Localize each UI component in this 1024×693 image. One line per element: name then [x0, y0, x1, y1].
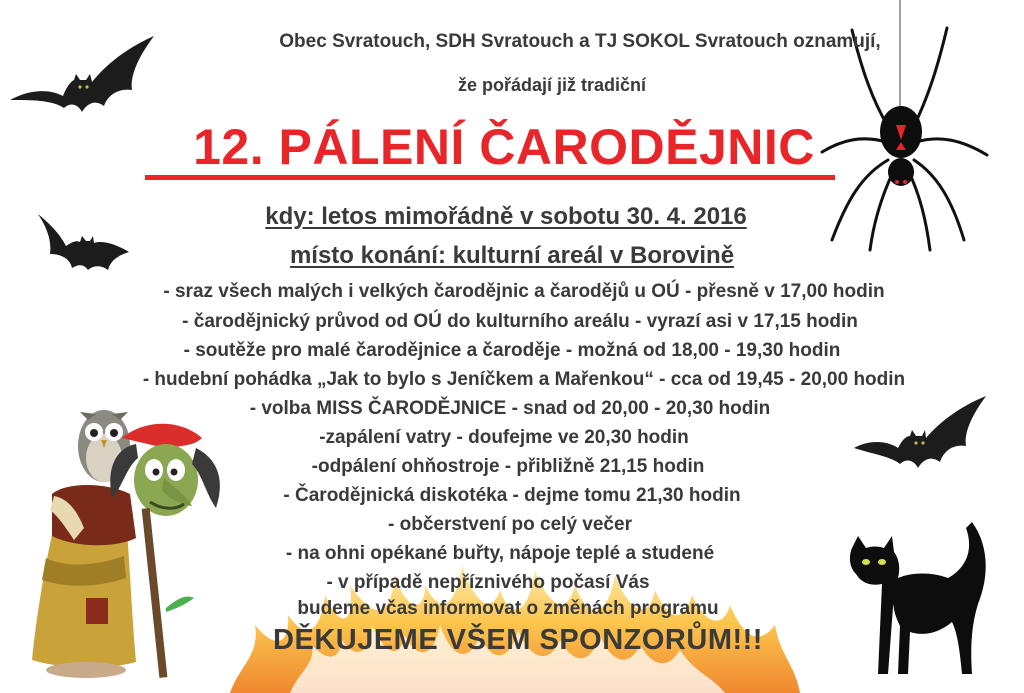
program-item: - sraz všech malých i velkých čarodějnic a čarodějů u OÚ - přesně v 17,00 hodin — [163, 281, 885, 302]
program-item: - na ohni opékané buřty, nápoje teplé a studené — [285, 543, 715, 564]
program-item: -odpálení ohňostroje - přibližně 21,15 hodin — [311, 456, 705, 477]
page-title: 12. PÁLENÍ ČARODĚJNIC — [193, 119, 815, 175]
sponsors-thanks: DĚKUJEME VŠEM SPONZORŮM!!! — [273, 624, 763, 656]
event-date: kdy: letos mimořádně v sobotu 30. 4. 2016 — [265, 203, 747, 230]
event-venue: místo konání: kulturní areál v Borovině — [289, 242, 735, 269]
program-item: - občerstvení po celý večer — [388, 514, 632, 535]
intro-line-tradition: že pořádají již tradiční — [457, 75, 647, 95]
program-item: - hudební pohádka „Jak to bylo s Jeníčkem a Mařenkou“ - cca od 19,45 - 20,00 hodin — [142, 369, 906, 390]
program-item: - v případě nepříznivého počasí Vás — [326, 572, 650, 593]
intro-line-organizers: Obec Svratouch, SDH Svratouch a TJ SOKOL Svratouch oznamují, — [279, 31, 881, 52]
title-underline — [145, 175, 835, 180]
program-item: - soutěže pro malé čarodějnice a čaroděje - možná od 18,00 - 19,30 hodin — [183, 340, 841, 361]
program-item: - volba MISS ČARODĚJNICE - snad od 20,00 - 20,30 hodin — [249, 398, 771, 419]
program-item: -zapálení vatry - doufejme ve 20,30 hodin — [319, 427, 689, 448]
program-item: - čarodějnický průvod od OÚ do kulturního areálu - vyrazí asi v 17,15 hodin — [182, 311, 858, 332]
program-item: - Čarodějnická diskotéka - dejme tomu 21,30 hodin — [283, 485, 741, 506]
program-item: budeme včas informovat o změnách programu — [297, 598, 719, 619]
